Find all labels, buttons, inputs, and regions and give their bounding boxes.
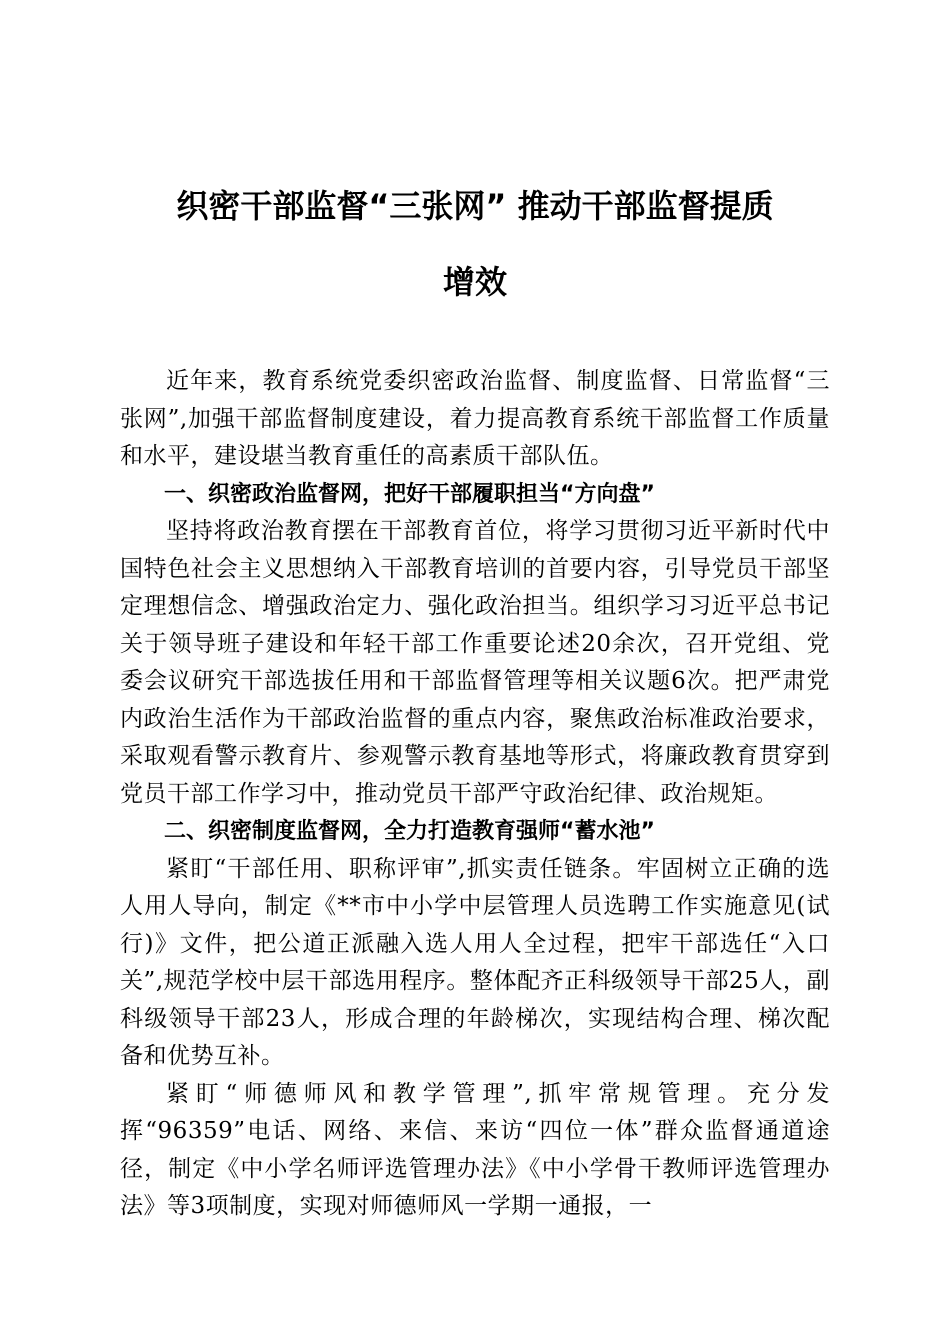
document-body — [120, 363, 830, 1226]
document-title — [100, 168, 850, 320]
title-line-2: 增效 — [442, 263, 507, 301]
section-1-paragraph: 坚持将政治教育摆在干部教育首位，将学习贯彻习近平新时代中国特色社会主义思想纳入干部教育培训的首要内容，引导党员干部坚定理想信念、增强政治定力、强化政治担当。组织学习习近平总书记关于领导班子建设和年轻干部工作重要论述20余次，召开党组、党委会议研究干部选拔任用和干部监督管理等相关议题6次。把严肃党内政治生活作为干部政治监督的重点内容，聚焦政治标准政治要求，采取观看警示教育片、参观警示教育基地等形式，将廉政教育贯穿到党员干部工作学习中，推动党员干部严守政治纪律、政治规矩。 — [120, 518, 830, 807]
section-1-heading: 一、织密政治监督网，把好干部履职担当“方向盘” — [164, 481, 655, 507]
section-2-paragraph-1: 紧盯“干部任用、职称评审”,抓实责任链条。牢固树立正确的选人用人导向，制定《**市中小学中层管理人员选聘工作实施意见(试行)》文件，把公道正派融入选人用人全过程，把牢干部选任“入口关”,规范学校中层干部选用程序。整体配齐正科级领导干部25人，副科级领导干部23人，形成合理的年龄梯次，实现结构合理、梯次配备和优势互补。 — [120, 855, 830, 1069]
intro-paragraph: 近年来，教育系统党委织密政治监督、制度监督、日常监督“三张网”,加强干部监督制度建设，着力提高教育系统干部监督工作质量和水平，建设堪当教育重任的高素质干部队伍。 — [120, 368, 830, 469]
section-2-heading: 二、织密制度监督网，全力打造教育强师“蓄水池” — [164, 819, 655, 844]
section-2-paragraph-2: 紧盯“师德师风和教学管理”,抓牢常规管理。充分发挥“96359”电话、网络、来信、来访“四位一体”群众监督通道途径，制定《中小学名师评选管理办法》《中小学骨干教师评选管理办法》等3项制度，实现对师德师风一学期一通报，一 — [120, 1080, 830, 1219]
title-line-1: 织密干部监督“三张网” 推动干部监督提质 — [176, 187, 774, 225]
